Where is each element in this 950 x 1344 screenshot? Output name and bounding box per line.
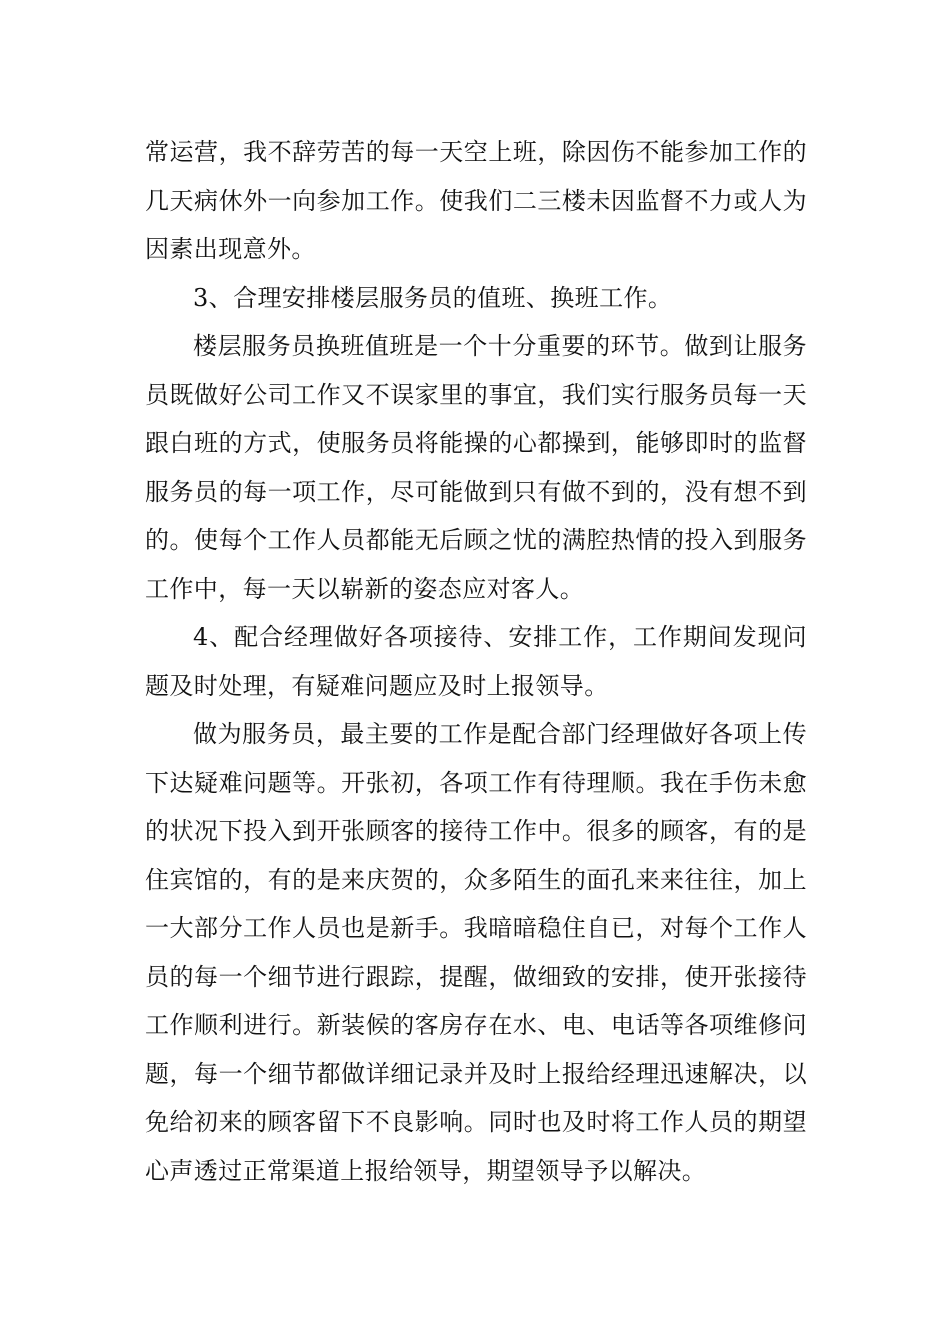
paragraph-2: 3、合理安排楼层服务员的值班、换班工作。 [193, 283, 673, 312]
paragraph-5: 做为服务员，最主要的工作是配合部门经理做好各项上传下达疑难问题等。开张初，各项工作有待理顺。我在手伤未愈的状况下投入到开张顾客的接待工作中。很多的顾客，有的是住宾馆的，有的是来庆贺的，众多陌生的面孔来来往往，加上一大部分工作人员也是新手。我暗暗稳住自已，对每个工作人员的每一个细节进行跟踪，提醒，做细致的安排，使开张接待工作顺利进行。新装候的客房存在水、电、电话等各项维修问题，每一个细节都做详细记录并及时上报给经理迅速解决，以免给初来的顾客留下不良影响。同时也及时将工作人员的期望心声透过正常渠道上报给领导，期望领导予以解决。 [145, 720, 807, 1185]
paragraph-1: 常运营，我不辞劳苦的每一天空上班，除因伤不能参加工作的几天病休外一向参加工作。使我们二三楼未因监督不力或人为因素出现意外。 [145, 138, 807, 263]
paragraph-3: 楼层服务员换班值班是一个十分重要的环节。做到让服务员既做好公司工作又不误家里的事宜，我们实行服务员每一天跟白班的方式，使服务员将能操的心都操到，能够即时的监督服务员的每一项工作，尽可能做到只有做不到的，没有想不到的。使每个工作人员都能无后顾之忧的满腔热情的投入到服务工作中，每一天以崭新的姿态应对客人。 [145, 332, 807, 603]
document-body [145, 128, 807, 1195]
paragraph-4: 4、配合经理做好各项接待、安排工作，工作期间发现问题及时处理，有疑难问题应及时上报领导。 [145, 623, 807, 700]
